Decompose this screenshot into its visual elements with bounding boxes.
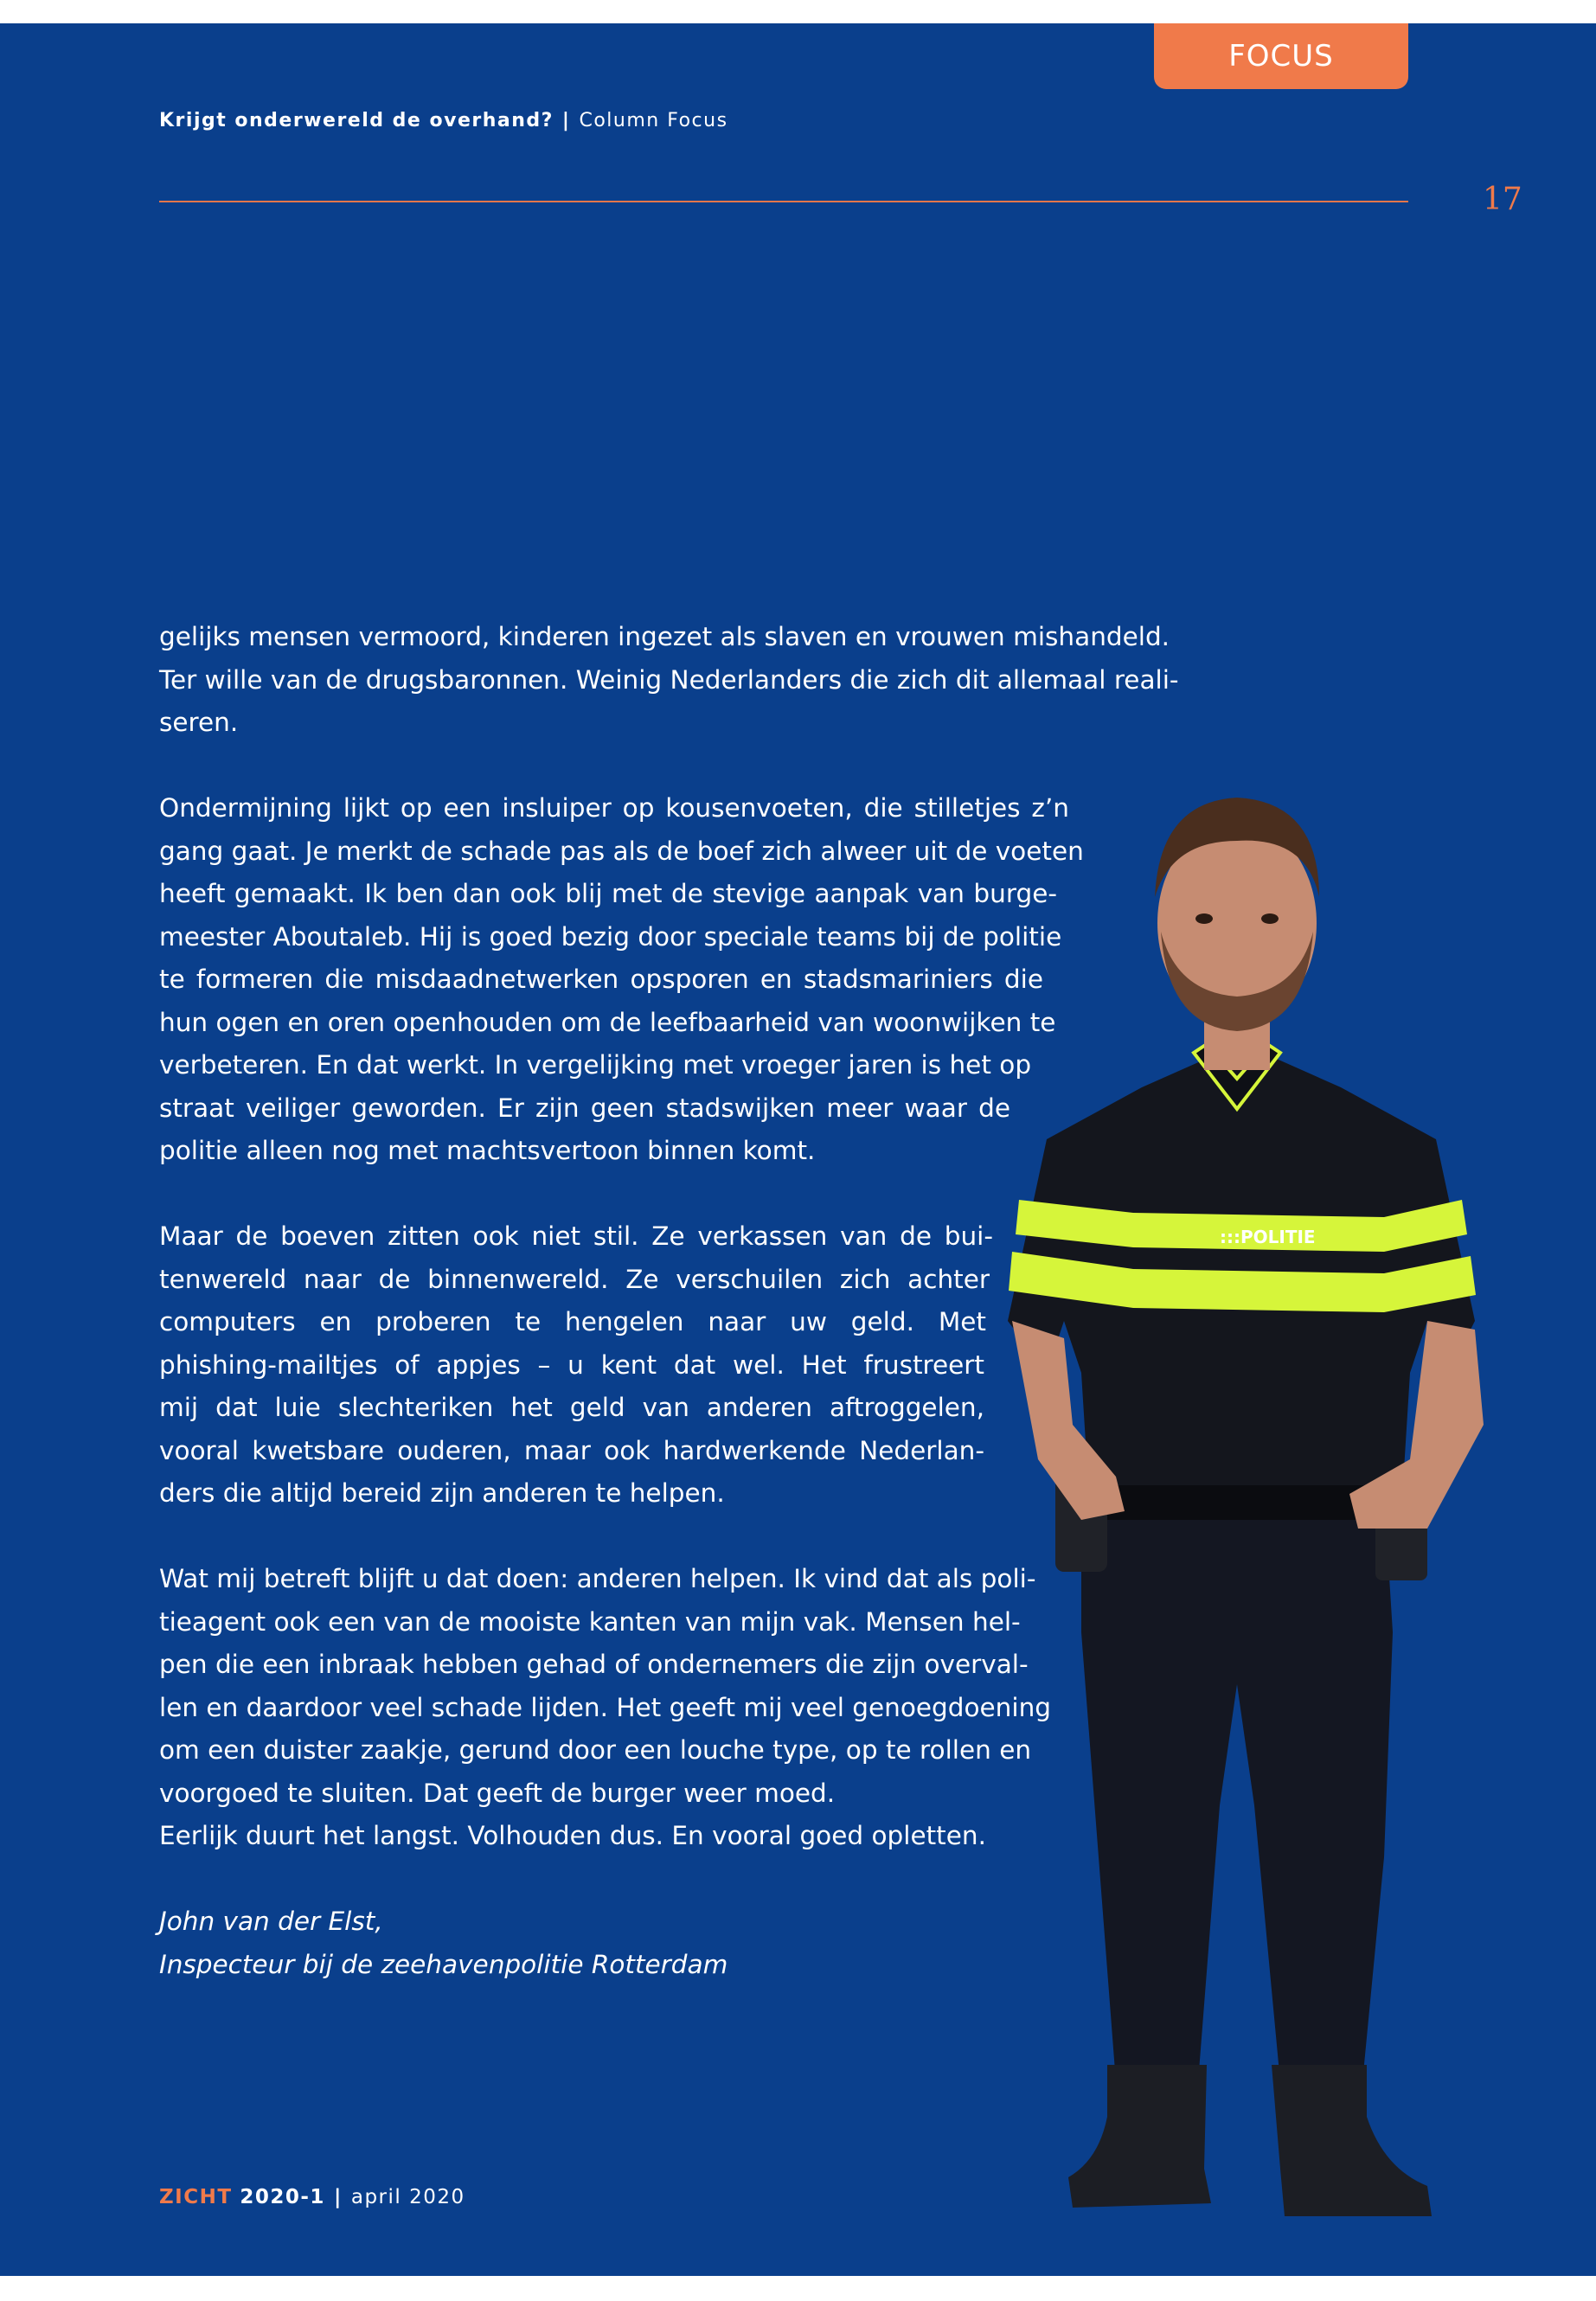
magazine-issue: 2020-1: [240, 2186, 325, 2208]
page-number: 17: [1483, 182, 1522, 217]
text-line: Wat mij betreft blijft u dat doen: anderen helpen. Ik vind dat als poli-: [159, 1564, 1036, 1593]
text-line: len en daardoor veel schade lijden. Het geeft mij veel genoegdoening: [159, 1692, 1052, 1722]
running-section: Column Focus: [579, 110, 728, 131]
text-line: meester Aboutaleb. Hij is goed bezig door speciale teams bij de politie: [159, 921, 1062, 952]
text-line: vooral kwetsbare ouderen, maar ook hardwerkende Nederlan-: [159, 1435, 984, 1465]
text-line: Eerlijk duurt het langst. Volhouden dus. En vooral goed opletten.: [159, 1821, 986, 1850]
text-line: voorgoed te sluiten. Dat geeft de burger weer moed.: [159, 1778, 836, 1808]
signature-name: John van der Elst,: [159, 1907, 383, 1936]
text-line: Ter wille van de drugsbaronnen. Weinig Nederlanders die zich dit allemaal reali-: [159, 664, 1179, 695]
section-tab-focus: FOCUS: [1154, 23, 1408, 89]
text-line: Ondermijning lijkt op een insluiper op kousenvoeten, die stilletjes z’n: [159, 793, 1069, 823]
right-boot: [1272, 2065, 1432, 2216]
page-footer: [159, 2186, 465, 2208]
text-line: phishing-mailtjes of appjes – u kent dat wel. Het frustreert: [159, 1349, 984, 1380]
text-line: straat veiliger geworden. Er zijn geen stadswijken meer waar de: [159, 1093, 1010, 1123]
signature-role: Inspecteur bij de zeehavenpolitie Rotterdam: [159, 1949, 728, 1979]
left-boot: [1068, 2065, 1211, 2208]
text-line: tenwereld naar de binnenwereld. Ze verschuilen zich achter: [159, 1264, 990, 1294]
text-line: computers en proberen te hengelen naar uw geld. Met: [159, 1307, 986, 1336]
text-line: politie alleen nog met machtsvertoon binnen komt.: [159, 1136, 816, 1165]
text-line: heeft gemaakt. Ik ben dan ook blij met de stevige aanpak van burge-: [159, 879, 1057, 908]
text-line: om een duister zaakje, gerund door een louche type, op te rollen en: [159, 1735, 1032, 1765]
running-header-separator: |: [561, 110, 571, 131]
magazine-page: [0, 23, 1596, 2276]
right-eye: [1261, 913, 1279, 924]
text-line: tieagent ook een van de mooiste kanten van mijn vak. Mensen hel-: [159, 1606, 1021, 1637]
text-line: verbeteren. En dat werkt. In vergelijking met vroeger jaren is het op: [159, 1050, 1032, 1080]
police-officer-photo: [977, 767, 1531, 2255]
text-line: te formeren die misdaadnetwerken opsporen en stadsmariniers die: [159, 965, 1043, 994]
text-line: seren.: [159, 708, 239, 737]
text-line: gang gaat. Je merkt de schade pas als de boef zich alweer uit de voeten: [159, 836, 1084, 866]
footer-separator: |: [333, 2186, 343, 2208]
trousers: [1081, 1494, 1393, 2082]
text-line: hun ogen en oren openhouden om de leefbaarheid van woonwijken te: [159, 1007, 1056, 1037]
text-line: Maar de boeven zitten ook niet stil. Ze verkassen van de bui-: [159, 1221, 993, 1251]
issue-date: april 2020: [350, 2186, 465, 2208]
magazine-brand: ZICHT: [159, 2186, 233, 2208]
running-title: Krijgt onderwereld de overhand?: [159, 110, 554, 131]
header-rule: [159, 201, 1408, 202]
text-line: pen die een inbraak hebben gehad of ondernemers die zijn overval-: [159, 1650, 1029, 1679]
vest-badge: :::POLITIE: [1220, 1227, 1316, 1247]
text-line: ders die altijd bereid zijn anderen te helpen.: [159, 1478, 725, 1508]
left-eye: [1195, 913, 1213, 924]
text-line: mij dat luie slechteriken het geld van anderen aftroggelen,: [159, 1393, 984, 1422]
text-line: gelijks mensen vermoord, kinderen ingezet als slaven en vrouwen mishandeld.: [159, 622, 1170, 651]
running-header: [159, 110, 728, 131]
